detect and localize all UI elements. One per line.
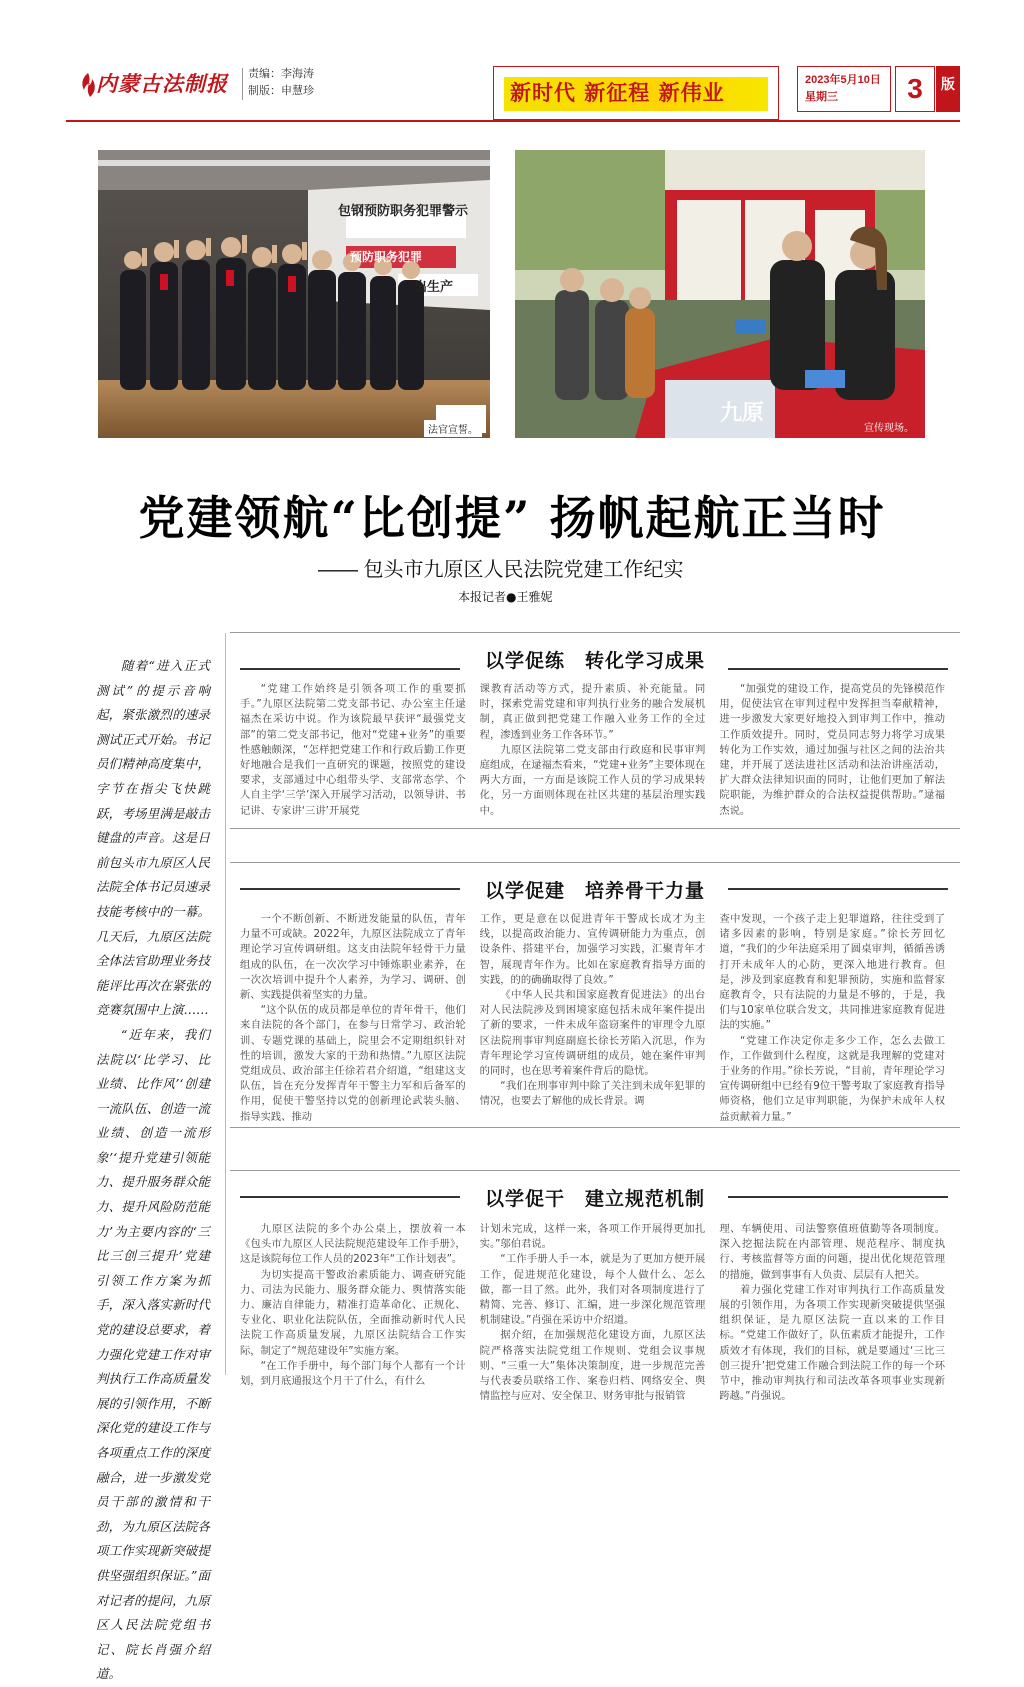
masthead-rule bbox=[66, 120, 960, 122]
editors-info bbox=[248, 66, 314, 100]
body-paragraph: 理、车辆使用、司法警察值班值勤等各项制度。深入挖掘法院在内部管理、规范程序、制度执行、考核监督等方面的问题，提出优化规范管理的措施，做到事事有人负责、层层有人把关。 bbox=[719, 1223, 946, 1281]
masthead-divider bbox=[242, 68, 243, 100]
body-paragraph: 九原区法院第二党支部由行政庭和民事审判庭组成，在逯福杰看来，“党建+业务”主要体现在两大方面，一方面是该院工作人员的学习成果转化，另一方面则体现在社区共建的基层治理实践中。 bbox=[479, 743, 706, 817]
photo-oath[interactable] bbox=[98, 150, 490, 438]
photo-outreach[interactable] bbox=[515, 150, 925, 438]
photo-caption: 法官宣誓。 bbox=[424, 420, 482, 437]
photo-board-text: 九原 bbox=[720, 401, 765, 426]
editor-label: 责编：李海涛 bbox=[248, 68, 314, 80]
text-column bbox=[240, 682, 466, 819]
body-paragraph: 《中华人民共和国家庭教育促进法》的出台对人民法院涉及到困境家庭包括未成年案件提出了新的要求，一件未成年盗窃案件的审理令九原区法院刑事审判庭副庭长徐长芳陷入沉思，作为青年理论学习宣传调研组的成员，她在案件审判的同时，也在思考着案件背后的隐忧。 bbox=[479, 989, 706, 1078]
body-paragraph: “加强党的建设工作，提高党员的先锋模范作用，促使法官在审判过程中发挥担当奉献精神，进一步激发大家更好地投入到审判工作中，推动工作质效提升。同时，党员同志努力将学习成果转化为工作实效，通过加强与社区之间的法治共建，并开展了送法进社区活动和法治讲座活动，扩大群众法律知识面的同时，让他们更加了解法院职能，为维护群众的合法权益提供帮助。”逯福杰说。 bbox=[719, 683, 946, 817]
newspaper-logo-icon bbox=[78, 72, 98, 98]
body-paragraph: “党建工作决定你走多少工作，怎么去做工作，工作做到什么程度，这就是我理解的党建对于业务的作用。”徐长芳说，“目前，青年理论学习宣传调研组中已经有9位干警考取了家庭教育指导师资格，他们立足审判职能，为保护未成年人权益贡献着力量。” bbox=[719, 1034, 946, 1123]
weekday-text: 星期三 bbox=[805, 91, 838, 103]
body-paragraph: 计划未完成，这样一来，各项工作开展得更加扎实。”邬伯君说。 bbox=[479, 1223, 706, 1251]
outreach-scene-image bbox=[515, 150, 925, 438]
body-paragraph: “工作手册人手一本，就是为了更加方便开展工作，促进规范化建设，每个人做什么、怎么做，都一目了然。此外，我们对各项制度进行了精简、完善、修订、汇编，进一步深化规范管理机制建设。”肖强在采访中介绍道。 bbox=[479, 1253, 706, 1327]
intro-paragraph: 随着“进入正式测试”的提示音响起，紧张激烈的速录测试正式开始。书记员们精神高度集中，字节在指尖飞快跳跃，考场里满是敲击键盘的声音。这是日前包头市九原区人民法院全体书记员速录技能考核中的一幕。几天后，九原区法院全体法官助理业务技能评比再次在紧张的竞赛氛围中上演…… bbox=[96, 658, 210, 1018]
photo-banner-text: 包钢预防职务犯罪警示 bbox=[338, 204, 469, 219]
body-paragraph: “这个队伍的成员都是单位的青年骨干，他们来自法院的各个部门，在参与日常学习、政治轮训、专题党课的基础上，院里会不定期组织针对性的培训，激发大家的干劲和热情。”九原区法院党组成员、政治部主任徐若君介绍道，“组建这支队伍，旨在充分发挥青年干警主力军和后备军的作用，促使干警坚持以党的创新理论武装头脑、指导实践、推动 bbox=[240, 1004, 466, 1123]
body-paragraph: 为切实提高干警政治素质能力、调查研究能力、司法为民能力、服务群众能力、舆情落实能力、廉洁自律能力，精准打造革命化、正规化、专业化、职业化法院队伍，全面推动新时代人民法院工作高质量发展，九原区法院结合工作实际，制定了“规范建设年”实施方案。 bbox=[240, 1268, 466, 1357]
body-paragraph: 一个不断创新、不断迸发能量的队伍，青年力量不可或缺。2022年，九原区法院成立了青年理论学习宣传调研组。这支由法院年轻骨干力量组成的队伍，在一次次学习中锤炼职业素养，在一次次培训中提升个人素养，为学习、调研、创新、实践提供着坚实的力量。 bbox=[240, 913, 466, 1002]
byline: 本报记者●王雅妮 bbox=[458, 590, 553, 604]
text-column bbox=[480, 682, 706, 819]
section-title: 以学促干 建立规范机制 bbox=[484, 1188, 705, 1210]
photo-sign-text-2: 出生产 bbox=[414, 280, 454, 295]
intro-column bbox=[96, 654, 210, 1687]
body-paragraph: “我们在刑事审判中除了关注到未成年犯罪的情况，也要去了解他的成长背景。调 bbox=[479, 1080, 706, 1108]
section-title: 以学促建 培养骨干力量 bbox=[484, 880, 705, 902]
body-paragraph: 据介绍，在加强规范化建设方面，九原区法院严格落实法院党组工作规则、党组会议事规则、“三重一大”集体决策制度，进一步规范完善与代表委员联络工作、案卷归档、网络安全、舆情监控与应对、安全保卫、财务审批与报销管 bbox=[479, 1329, 706, 1403]
column-divider bbox=[225, 633, 226, 1375]
body-paragraph: 工作，更是意在以促进青年干警成长成才为主线，以提高政治能力、宣传调研能力为重点，创设条件、搭建平台，加强学习实践，汇聚青年才智，展现青年作为。比如在家庭教育指导方面的实践，的的确确取得了良效。” bbox=[479, 913, 706, 986]
body-paragraph: “在工作手册中，每个部门每个人都有一个计划，到月底通报这个月干了什么，有什么 bbox=[240, 1359, 466, 1388]
intro-paragraph: “近年来，我们法院以‘比学习、比业绩、比作风’‘创建一流队伍、创造一流业绩、创造一流形象’‘提升党建引领能力、提升服务群众能力、提升风险防范能力’为主要内容的‘三比三创三提升’党建引领工作方案为抓手，深入落实新时代党的建设总要求，着力强化党建工作对审判执行工作高质量发展的引领作用，不断深化党的建设工作与各项重点工作的深度融合，进一步激发党员干部的激情和干劲，为九原区法院各项工作实现新突破提供坚强组织保证。”面对记者的提问，九原区人民法院党组书记、院长肖强介绍道。 bbox=[96, 1026, 210, 1682]
issue-date bbox=[805, 72, 881, 106]
body-paragraph: 九原区法院的多个办公桌上，摆放着一本《包头市九原区人民法院规范建设年工作手册》，这是该院每位工作人员的2023年“工作计划表”。 bbox=[240, 1223, 466, 1266]
section-body bbox=[240, 682, 945, 819]
newspaper-logo[interactable]: 内蒙古法制报 bbox=[96, 71, 228, 96]
slogan: 新时代 新征程 新伟业 bbox=[510, 81, 725, 105]
section-title: 以学促练 转化学习成果 bbox=[484, 650, 705, 672]
text-column bbox=[719, 912, 945, 1125]
section-body bbox=[240, 912, 945, 1125]
headline: 党建领航“比创提” 扬帆起航正当时 bbox=[138, 491, 886, 545]
text-column bbox=[240, 912, 466, 1125]
subheadline: —— 包头市九原区人民法院党建工作纪实 bbox=[318, 559, 684, 581]
photo-sign-text: 预防职务犯罪 bbox=[350, 250, 423, 264]
body-paragraph: “党建工作始终是引领各项工作的重要抓手。”九原区法院第二党支部书记、办公室主任逯福杰在采访中说。作为该院最早获评“最强党支部”的第二党支部书记，他对“党建+业务”的重要性感触颇深，“怎样把党建工作和行政后勤工作更好地融合是我们一直研究的课题，按照党的建设要求，支部通过中心组带头学、支部常态学、个人自主学‘三学’深入开展学习活动，以领导讲、书记讲、专家讲‘三讲’开展党 bbox=[240, 683, 466, 817]
page-unit: 版 bbox=[936, 66, 960, 112]
text-column bbox=[480, 1222, 706, 1404]
section-body bbox=[240, 1222, 945, 1404]
date-text: 2023年5月10日 bbox=[805, 74, 881, 86]
text-column bbox=[480, 912, 706, 1125]
text-column bbox=[240, 1222, 466, 1404]
body-paragraph: 着力强化党建工作对审判执行工作高质量发展的引领作用，为各项工作实现新突破提供坚强组织保证，是九原区法院一直以来的工作目标。“党建工作做好了，队伍素质才能提升，工作质效才有体现，我们的目标，就是要通过‘三比三创三提升’把党建工作融合到法院工作的每一个环节中，推动审判执行和司法改革各项事业实现新跨越。”肖强说。 bbox=[719, 1283, 946, 1403]
text-column bbox=[719, 1222, 945, 1404]
page-number: 3 bbox=[895, 66, 935, 112]
body-paragraph: 课教育活动等方式，提升素质、补充能量。同时，探索党需党建和审判执行业务的融合发展机制，真正做到把党建工作融入业务工作的全过程，渗透到业务工作各环节。” bbox=[479, 683, 706, 741]
photo-caption: 宣传现场。 bbox=[864, 423, 914, 434]
body-paragraph: 查中发现，一个孩子走上犯罪道路，往往受到了诸多因素的影响，特别是家庭。”徐长芳回忆道，“我们的少年法庭采用了圆桌审判，循循善诱打开未成年人的心防，更深入地进行教育。但是，涉及到家庭教育和犯罪预防，实施和监督家庭教育令，只有法院的力量是不够的，于是，我们与10家单位联合发文，共同推进家庭教育促进法的实施。” bbox=[719, 913, 946, 1032]
producer-label: 制版：申慧珍 bbox=[248, 85, 314, 97]
text-column bbox=[719, 682, 945, 819]
